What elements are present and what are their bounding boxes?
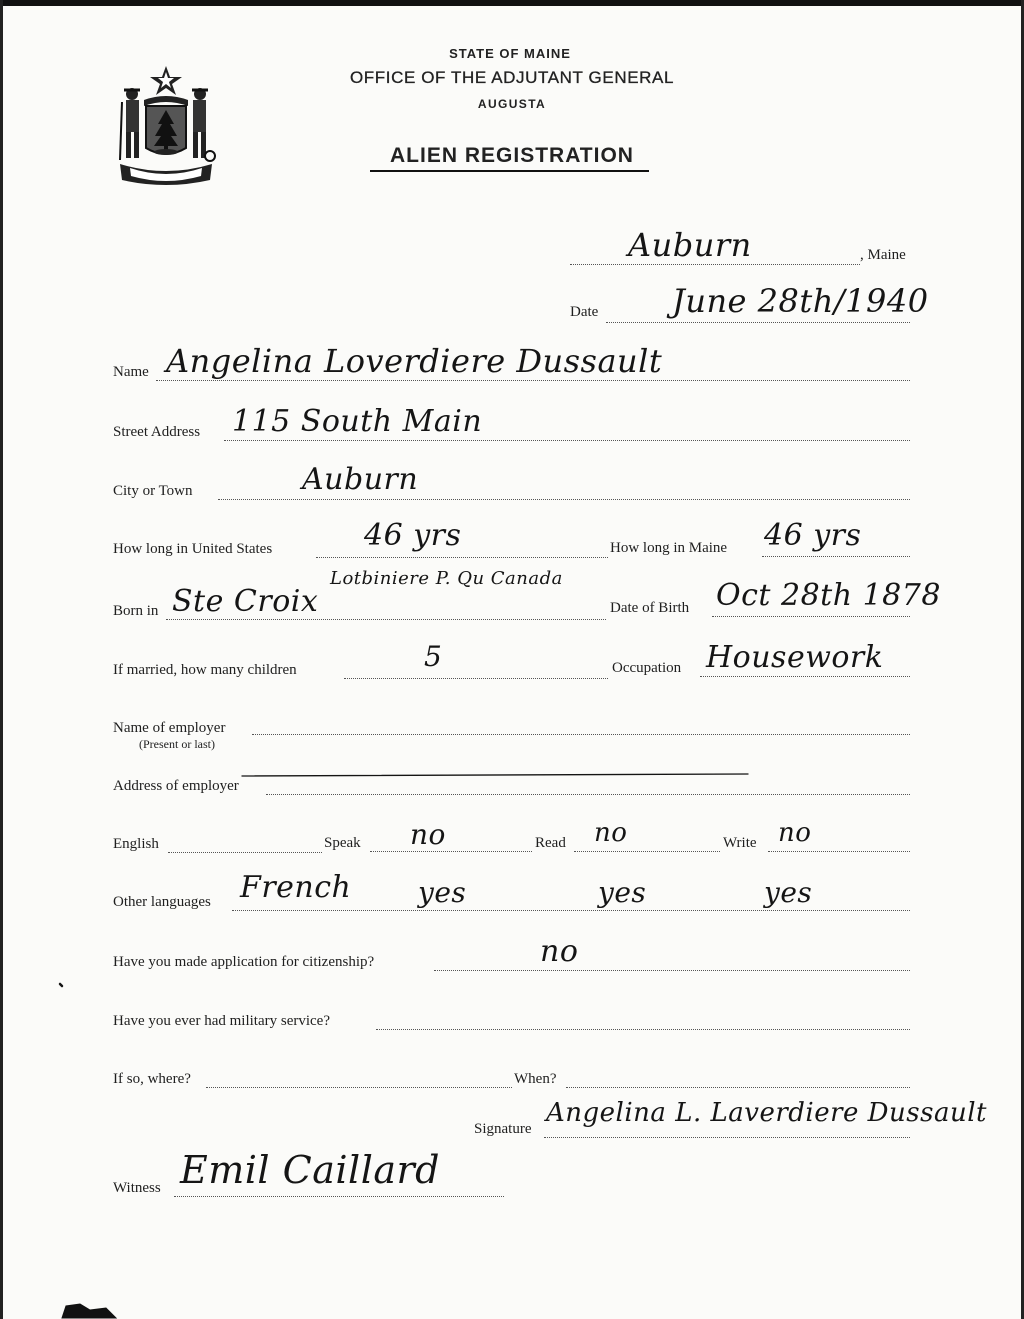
speak-line [370, 851, 532, 852]
speak-label: Speak [324, 835, 361, 851]
when-line [566, 1087, 910, 1088]
name-entry: Angelina Loverdiere Dussault [166, 342, 663, 380]
english-speak-entry: no [410, 818, 446, 851]
born-place-entry: Ste Croix [172, 584, 319, 619]
employer-address-dash [240, 770, 750, 780]
date-line [606, 322, 910, 323]
dob-entry: Oct 28th 1878 [716, 578, 941, 613]
born-in-line [166, 619, 606, 620]
born-in-label: Born in [113, 603, 159, 619]
street-label: Street Address [113, 424, 201, 440]
other-speak-entry: yes [418, 876, 467, 909]
write-label: Write [723, 835, 757, 851]
date-label: Date [570, 304, 599, 320]
read-line [574, 851, 720, 852]
read-label: Read [535, 835, 566, 851]
dob-label: Date of Birth [610, 600, 690, 616]
occupation-line [700, 676, 910, 677]
employer-line [252, 734, 910, 735]
english-line [168, 852, 322, 853]
place-entry: Auburn [628, 226, 752, 264]
witness-line [174, 1196, 504, 1197]
born-region-entry: Lotbiniere P. Qu Canada [330, 568, 563, 589]
other-languages-line [232, 910, 910, 911]
married-label: If married, how many children [113, 662, 297, 678]
witness-entry: Emil Caillard [180, 1148, 440, 1192]
city-entry: Auburn [302, 462, 419, 497]
military-label: Have you ever had military service? [113, 1013, 330, 1029]
signature-entry: Angelina L. Laverdiere Dussault [546, 1098, 987, 1128]
where-label: If so, where? [113, 1071, 191, 1087]
dob-line [712, 616, 910, 617]
other-languages-label: Other languages [113, 894, 211, 910]
scan-artifact [60, 1296, 120, 1319]
date-entry: June 28th/1940 [672, 282, 929, 320]
state-heading: STATE OF MAINE [449, 46, 571, 61]
english-write-entry: no [778, 818, 812, 848]
signature-label: Signature [474, 1121, 532, 1137]
scan-speck [58, 982, 64, 988]
employer-label: Name of employer [113, 720, 226, 736]
write-line [768, 851, 910, 852]
how-long-maine-line [762, 556, 910, 557]
scan-border-left [0, 0, 3, 1319]
married-line [344, 678, 608, 679]
street-entry: 115 South Main [232, 404, 483, 439]
employer-sub-label: (Present or last) [139, 737, 215, 751]
other-write-entry: yes [764, 876, 813, 909]
english-read-entry: no [594, 818, 628, 848]
where-line [206, 1087, 512, 1088]
how-long-maine-label: How long in Maine [610, 540, 728, 556]
occupation-entry: Housework [706, 640, 884, 675]
citizenship-line [434, 970, 910, 971]
place-suffix-label: , Maine [860, 247, 906, 263]
form-title: ALIEN REGISTRATION [390, 144, 634, 167]
place-line [570, 264, 860, 265]
when-label: When? [514, 1071, 557, 1087]
military-line [376, 1029, 910, 1030]
other-language-entry: French [240, 870, 352, 905]
city-line [218, 499, 910, 500]
years-us-entry: 46 yrs [364, 518, 462, 553]
office-heading: OFFICE OF THE ADJUTANT GENERAL [349, 68, 675, 87]
how-long-us-line [316, 557, 608, 558]
title-underline [370, 170, 649, 172]
english-label: English [113, 836, 159, 852]
street-line [224, 440, 910, 441]
witness-label: Witness [113, 1180, 161, 1196]
how-long-us-label: How long in United States [113, 541, 273, 557]
years-maine-entry: 46 yrs [764, 518, 862, 553]
children-entry: 5 [424, 640, 443, 673]
citizenship-entry: no [540, 934, 579, 969]
citizenship-label: Have you made application for citizenship? [113, 954, 375, 970]
city-label: City or Town [113, 483, 193, 499]
name-label: Name [113, 364, 149, 380]
scan-border-top [0, 0, 1024, 6]
occupation-label: Occupation [612, 660, 682, 676]
city-heading: AUGUSTA [477, 97, 547, 111]
other-read-entry: yes [598, 876, 647, 909]
employer-address-line [266, 794, 910, 795]
signature-line [544, 1137, 910, 1138]
employer-address-label: Address of employer [113, 778, 239, 794]
name-line [156, 380, 910, 381]
